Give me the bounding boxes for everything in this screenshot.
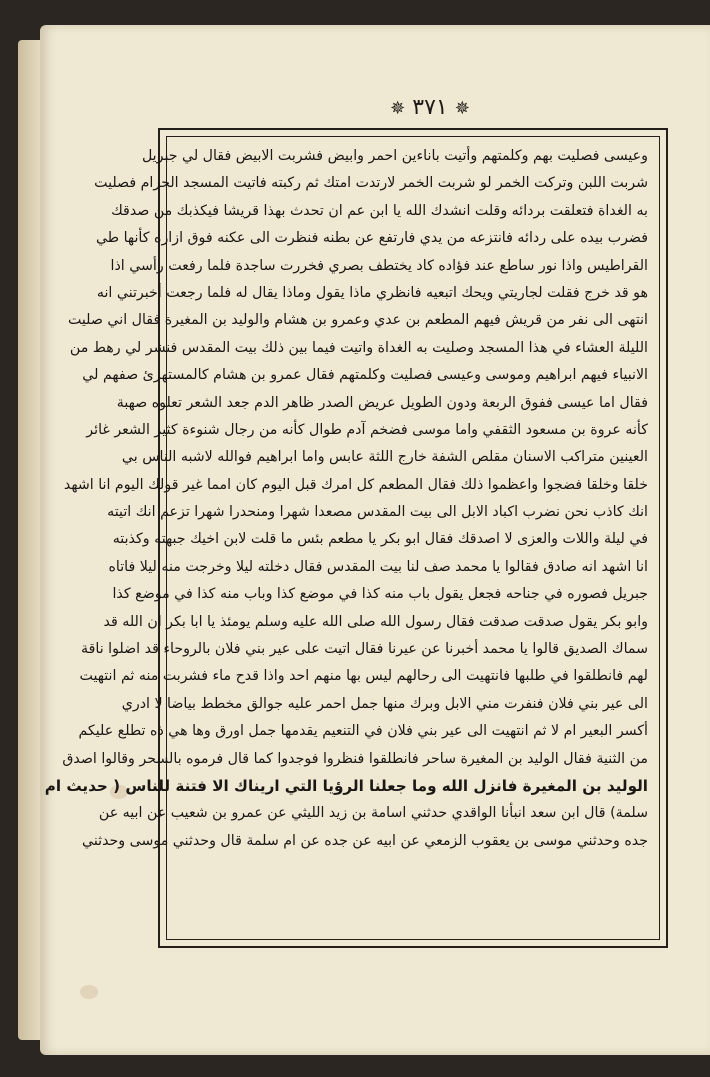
text-line: من الثنية فقال الوليد بن المغيرة ساحر فانطلقوا فنظروا فوجدوا كما قال فرموه بالسحر وقالوا اصدق — [62, 750, 648, 767]
text-line: سلمة) قال ابن سعد انبأنا الواقدي حدثني اسامة بن زيد الليثي عن عمرو بن شعيب عن ابيه عن — [98, 805, 648, 822]
text-line: أكسر البعير ام لا ثم انتهيت الى عير بني فلان في التنعيم يقدمها جمل اورق وها هي ذه تطلع عليكم — [78, 723, 648, 740]
star-ornament-icon: ✵ — [390, 98, 406, 119]
page-number-text: ٣٧١ — [412, 95, 448, 120]
text-line: خلقا وخلقا فضجوا واعظموا ذلك فقال المطعم كل امرك قبل اليوم كان امما غير قولك اليوم انا اشهد — [63, 476, 648, 493]
text-line-quran-verse: الوليد بن المغيرة فانزل الله وما جعلنا الرؤيا التي اريناك الا فتنة للناس ( حديث ام — [44, 776, 648, 795]
page-number — [370, 95, 490, 120]
text-line: الليلة العشاء في هذا المسجد وصليت به الغداة واتيت فيما بين ذلك بيت المقدس فنشر لي رهط من — [69, 339, 648, 356]
text-line: في ليلة واللات والعزى لا اصدقك فقال ابو بكر يا مطعم بئس ما قلت لابن اخيك جبهته وكذبته — [112, 531, 648, 548]
text-line: الانبياء فيهم ابراهيم وموسى وعيسى فصليت وكلمتهم فقال عمرو بن هشام كالمستهزئ صفهم لي — [82, 367, 648, 384]
text-line: القراطيس واذا نور ساطع عند فؤاده كاد يختطف بصري فخررت ساجدة فلما رفعت رأسي اذا — [110, 257, 648, 274]
text-line: وعيسى فصليت بهم وكلمتهم وأتيت باناءين احمر وابيض فشربت الابيض فقال لي جبريل — [141, 148, 648, 164]
text-line: كأنه عروة بن مسعود الثقفي واما موسى فضخم آدم طوال كأنه من رجال شنوءة كثير الشعر غائر — [86, 421, 648, 438]
text-line: انتهى الى نفر من قريش فيهم المطعم بن عدي وعمرو بن هشام والوليد بن المغيرة فقال اني صليت — [67, 312, 648, 329]
text-line: فضرب بيده على ردائه فانتزعه من يدي فارتفع عن بطنه فنظرت الى عكنه فوق ازاره كأنها طي — [95, 230, 648, 247]
text-line: لهم فانطلقوا في طلبها فانتهيت الى رحالهم ليس بها منهم احد واذا قدح ماء فشربت منه ثم انتهيت — [79, 668, 648, 685]
foxing-stain — [80, 985, 98, 999]
text-line: انا اشهد انه صادق فقالوا يا محمد صف لنا بيت المقدس فقال دخلته ليلا وخرجت منه ليلا فاتاه — [108, 558, 648, 575]
text-line: انك كاذب نحن نضرب اكباد الابل الى بيت المقدس مصعدا شهرا ومنحدرا شهرا تزعم انك اتيته — [107, 504, 648, 521]
text-line: شربت اللبن وتركت الخمر لو شربت الخمر لارتدت امتك ثم ركبته فاتيت المسجد الحرام فصليت — [94, 175, 648, 192]
text-line: الى عير بني فلان فنفرت مني الابل وبرك منها جمل احمر عليه جوالق مخطط بياضا لا ادري — [121, 695, 648, 712]
text-line: العينين متراكب الاسنان مقلص الشفة خارج اللثة عابس واما ابراهيم فوالله لاشبه الناس بي — [121, 449, 648, 466]
text-line: هو قد خرج فقلت لجاريتي ويحك اتبعيه فانظري ماذا يقول وماذا يقال له فلما رجعت أخبرتني انه — [96, 284, 648, 301]
text-line: فقال اما عيسى ففوق الربعة ودون الطويل عريض الصدر ظاهر الدم جعد الشعر تعلوه صهبة — [116, 394, 648, 411]
star-ornament-icon: ✵ — [454, 98, 470, 119]
arabic-text-block — [44, 143, 648, 938]
text-line: به الغداة فتعلقت بردائه وقلت انشدك الله يا ابن عم ان تحدث بهذا قريشا فيكذبك من صدقك — [111, 202, 648, 219]
text-line: جده وحدثني موسى بن يعقوب الزمعي عن ابيه عن جده عن ام سلمة قال وحدثني موسى وحدثني — [82, 832, 648, 849]
text-line: وابو بكر يقول صدقت صدقت فقال رسول الله صلى الله عليه وسلم يومئذ يا ابا بكر ان الله قد — [103, 613, 648, 630]
text-line: سماك الصديق قالوا يا محمد أخبرنا عن عيرنا فقال اتيت على عير بني فلان بالروحاء قد اضلوا ناقة — [80, 641, 648, 658]
text-line: جبريل فصوره في جناحه فجعل يقول باب منه كذا في موضع كذا وباب منه كذا في موضع كذا — [112, 586, 648, 603]
